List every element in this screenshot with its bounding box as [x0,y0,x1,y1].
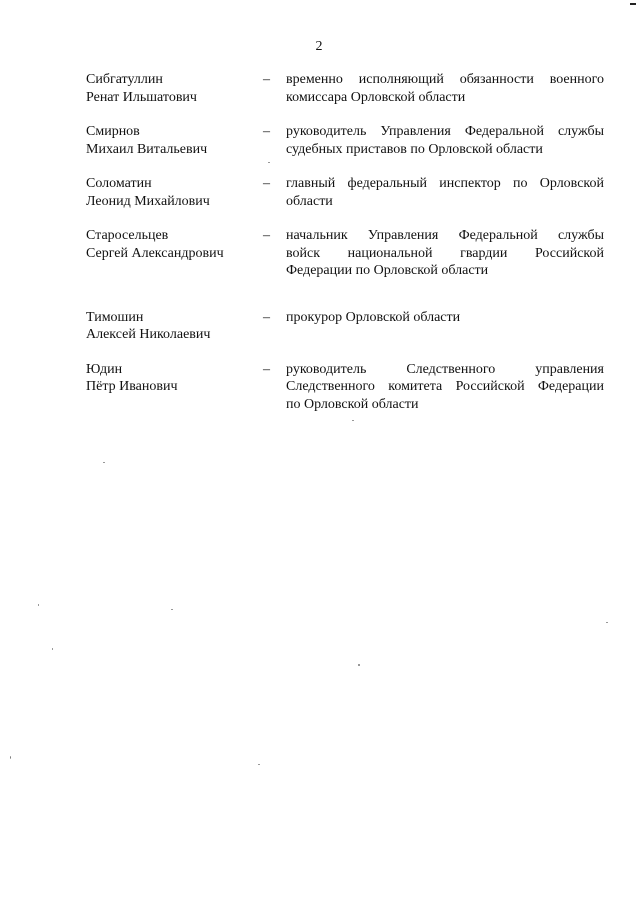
list-item [86,361,604,414]
scan-speck [171,609,173,610]
person-name [86,175,263,210]
position-line: руководитель Следственного управления [286,361,604,377]
dash: – [263,309,270,325]
position [286,175,604,210]
position [286,227,604,280]
dash: – [263,361,270,377]
position-line: прокурор Орловской области [286,309,461,325]
person-name [86,361,263,414]
scan-speck [358,664,360,666]
position [286,71,604,106]
given-names: Пётр Иванович [86,379,178,394]
position-line: комиссара Орловской области [286,89,466,105]
list-item [86,71,604,106]
person-name [86,227,263,280]
position-line: руководитель Управления Федеральной службы [286,124,604,139]
surname: Сибгатуллин [86,72,163,87]
position-line: области [286,193,333,209]
surname: Юдин [86,361,123,377]
dash: – [263,72,270,87]
given-names: Ренат Ильшатович [86,89,197,105]
position-line: Федерации по Орловской области [286,263,489,278]
given-names: Леонид Михайлович [86,193,210,209]
position-line: главный федеральный инспектор по Орловской [286,176,604,191]
given-names: Алексей Николаевич [86,327,211,342]
person-name [86,71,263,106]
surname: Старосельцев [86,228,169,243]
position-line: судебных приставов по Орловской области [286,141,543,157]
scan-speck [352,420,354,421]
dash: – [263,124,270,139]
given-names: Сергей Александрович [86,245,224,261]
position-line: Следственного комитета Российской Федерации [286,379,604,394]
scan-speck [606,622,608,623]
list-item [86,309,604,344]
personnel-list [86,71,604,413]
given-names: Михаил Витальевич [86,141,208,157]
position [286,361,604,414]
position-line: по Орловской области [286,396,419,412]
list-item [86,175,604,210]
dash: – [263,228,270,243]
dash: – [263,176,270,191]
position-line: начальник Управления Федеральной службы [286,228,604,243]
page-number: 2 [315,39,323,54]
surname: Тимошин [86,309,144,325]
position [286,123,604,158]
position-line: временно исполняющий обязанности военного [286,72,604,87]
corner-mark [630,3,636,5]
person-name [86,309,263,344]
scan-speck [38,604,39,606]
list-item [86,123,604,158]
person-name [86,123,263,158]
position-line: войск национальной гвардии Российской [286,245,604,261]
list-item [86,227,604,280]
surname: Соломатин [86,176,152,191]
surname: Смирнов [86,124,140,139]
scan-speck [10,756,11,759]
scan-speck [52,648,53,650]
scan-speck [268,162,270,163]
position [286,309,604,344]
scan-speck [258,764,260,765]
scan-speck [103,462,105,463]
